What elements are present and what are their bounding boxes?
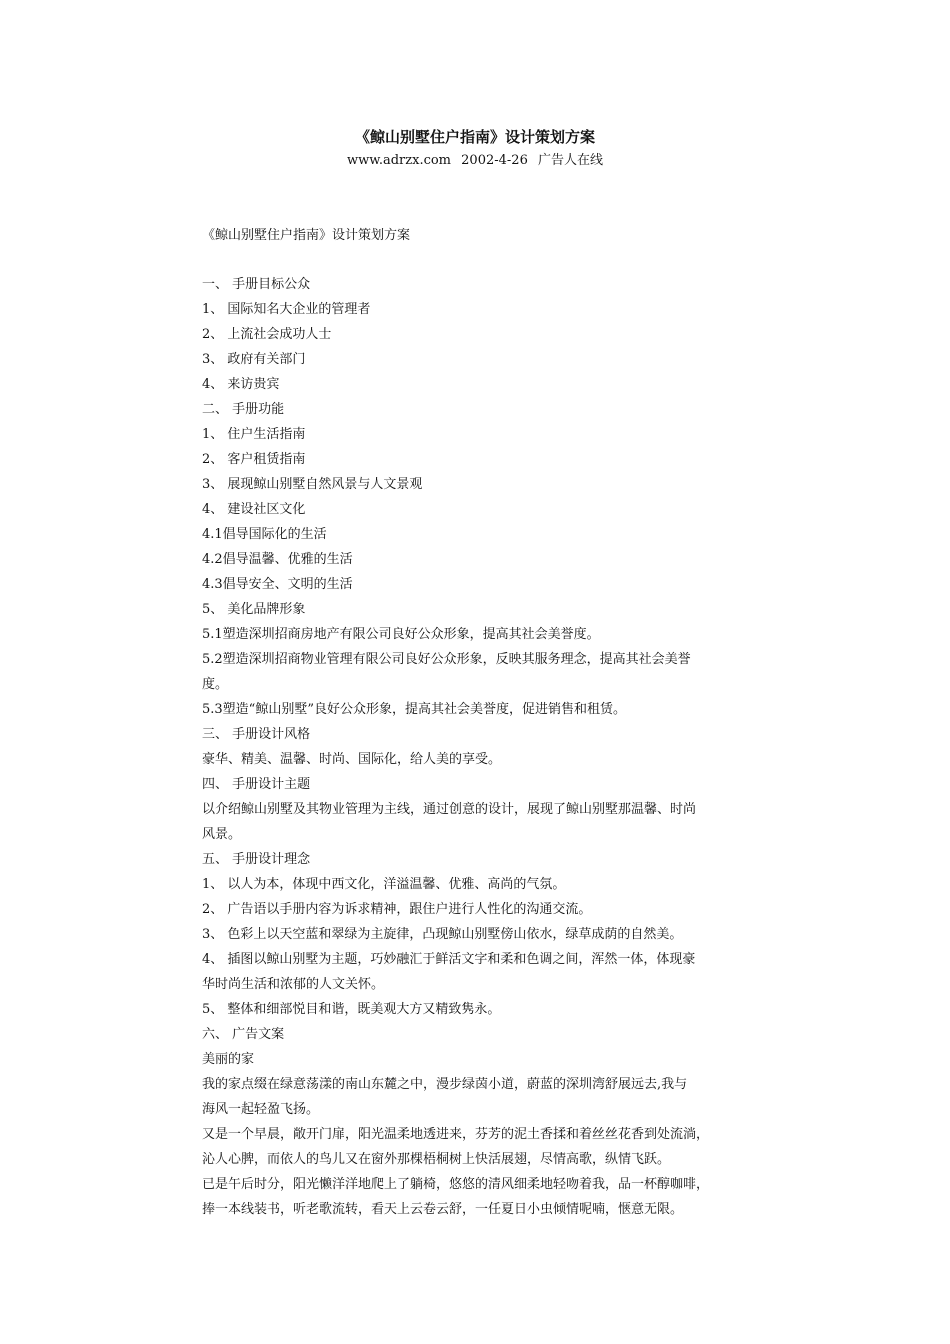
body-line: 美丽的家: [202, 1052, 255, 1067]
body-line: 4.1倡导国际化的生活: [202, 527, 327, 542]
body-line: 2、 客户租赁指南: [202, 452, 306, 467]
source-name: 广告人在线: [537, 153, 603, 168]
body-line: 5.1塑造深圳招商房地产有限公司良好公众形象，提高其社会美誉度。: [202, 627, 600, 642]
body-line: 5、 整体和细部悦目和谐，既美观大方又精致隽永。: [202, 1002, 501, 1017]
body-line: 5.2塑造深圳招商物业管理有限公司良好公众形象，反映其服务理念，提高其社会美誉: [202, 652, 691, 667]
body-line: 风景。: [202, 827, 242, 842]
body-title: 《鲸山别墅住户指南》设计策划方案: [202, 228, 411, 243]
body-line: 4、 建设社区文化: [202, 502, 306, 517]
body-line: 4.2倡导温馨、优雅的生活: [202, 552, 353, 567]
body-line: 3、 政府有关部门: [202, 352, 306, 367]
body-line: 捧一本线装书，听老歌流转，看天上云卷云舒，一任夏日小虫倾情呢喃，惬意无限。: [202, 1202, 684, 1217]
body-line: 二、 手册功能: [202, 402, 285, 417]
body-line: 我的家点缀在绿意荡漾的南山东麓之中，漫步绿茵小道，蔚蓝的深圳湾舒展远去,我与: [202, 1077, 688, 1092]
body-line: 4、 来访贵宾: [202, 377, 280, 392]
body-line: 5、 美化品牌形象: [202, 602, 306, 617]
body-line: 六、 广告文案: [202, 1027, 285, 1042]
body-line: 华时尚生活和浓郁的人文关怀。: [202, 977, 385, 992]
body-line: 5.3塑造“鲸山别墅”良好公众形象，提高其社会美誉度，促进销售和租赁。: [202, 702, 626, 717]
body-line: 2、 上流社会成功人士: [202, 327, 332, 342]
body-line: 海风一起轻盈飞扬。: [202, 1102, 320, 1117]
body-line: 以介绍鲸山别墅及其物业管理为主线，通过创意的设计，展现了鲸山别墅那温馨、时尚: [202, 802, 697, 817]
source-site: www.adrzx.com: [347, 153, 452, 168]
body-line: 三、 手册设计风格: [202, 727, 311, 742]
source-line: [0, 152, 950, 170]
body-line: 已是午后时分，阳光懒洋洋地爬上了躺椅，悠悠的清风细柔地轻吻着我，品一杯醇咖啡，: [202, 1177, 710, 1192]
body-line: 3、 展现鲸山别墅自然风景与人文景观: [202, 477, 423, 492]
body-line: 2、 广告语以手册内容为诉求精神，跟住户进行人性化的沟通交流。: [202, 902, 592, 917]
document-body: [202, 272, 762, 1222]
body-line: 四、 手册设计主题: [202, 777, 311, 792]
body-line: 1、 住户生活指南: [202, 427, 306, 442]
body-line: 4.3倡导安全、文明的生活: [202, 577, 353, 592]
body-line: 豪华、精美、温馨、时尚、国际化，给人美的享受。: [202, 752, 502, 767]
body-line: 一、 手册目标公众: [202, 277, 311, 292]
body-line: 3、 色彩上以天空蓝和翠绿为主旋律，凸现鲸山别墅傍山依水，绿草成荫的自然美。: [202, 927, 683, 942]
document-title: 《鲸山别墅住户指南》设计策划方案: [354, 128, 595, 146]
body-line: 沁人心脾，而依人的鸟儿又在窗外那棵梧桐树上快活展翅，尽情高歌，纵情飞跃。: [202, 1152, 671, 1167]
body-line: 4、 插图以鲸山别墅为主题，巧妙融汇于鲜活文字和柔和色调之间，浑然一体，体现豪: [202, 952, 696, 967]
body-line: 度。: [202, 677, 229, 692]
body-line: 1、 以人为本，体现中西文化，洋溢温馨、优雅、高尚的气氛。: [202, 877, 566, 892]
body-line: 又是一个早晨，敞开门扉，阳光温柔地透进来，芬芳的泥土香揉和着丝丝花香到处流淌，: [202, 1127, 710, 1142]
body-line: 1、 国际知名大企业的管理者: [202, 302, 371, 317]
source-date: 2002-4-26: [461, 153, 528, 168]
body-line: 五、 手册设计理念: [202, 852, 311, 867]
